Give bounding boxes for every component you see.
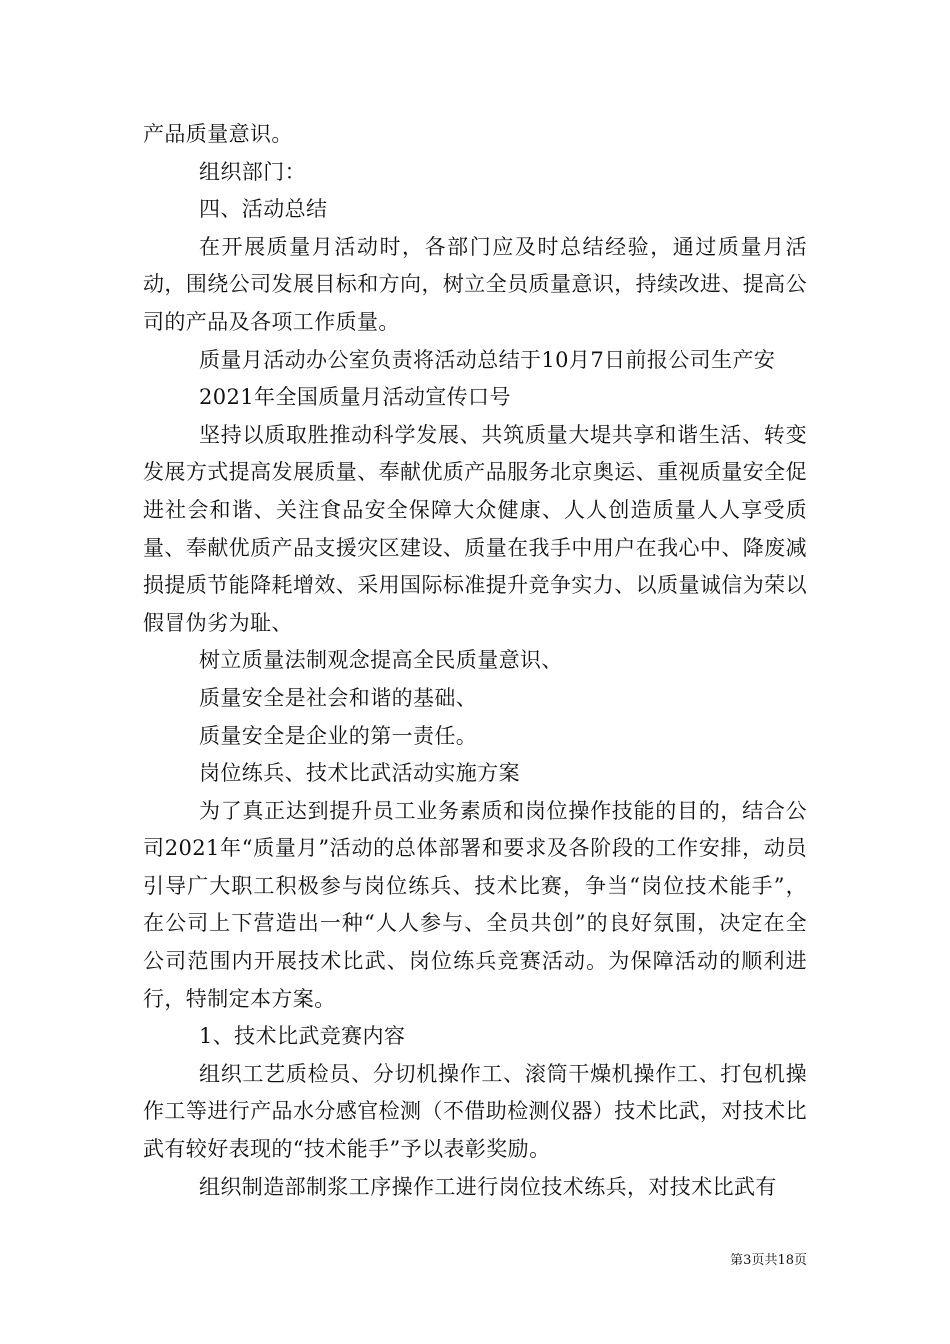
section-heading: 1、技术比武竞赛内容 — [199, 1024, 406, 1049]
page-footer — [0, 1249, 950, 1268]
paragraph: 组织部门： — [199, 159, 306, 184]
document-body — [143, 116, 807, 1206]
paragraph: 质量月活动办公室负责将活动总结于10月7日前报公司生产安 — [199, 347, 776, 372]
paragraph: 质量安全是企业的第一责任。 — [199, 723, 478, 748]
paragraph: 为了真正达到提升员工业务素质和岗位操作技能的目的，结合公司2021年“质量月”活动的总体部署和要求及各阶段的工作安排，动员引导广大职工积极参与岗位练兵、技术比赛，争当“岗位技术能手”，在公司上下营造出一种“人人参与、全员共创”的良好氛围，决定在全公司范围内开展技术比武、岗位练兵竞赛活动。为保障活动的顺利进行，特制定本方案。 — [143, 798, 807, 1011]
paragraph: 在开展质量月活动时，各部门应及时总结经验，通过质量月活动，围绕公司发展目标和方向，树立全员质量意识，持续改进、提高公司的产品及各项工作质量。 — [143, 234, 807, 334]
paragraph: 产品质量意识。 — [143, 122, 293, 146]
section-heading: 四、活动总结 — [199, 197, 328, 222]
section-heading: 岗位练兵、技术比武活动实施方案 — [199, 761, 520, 786]
paragraph: 质量安全是社会和谐的基础、 — [199, 685, 478, 710]
paragraph: 坚持以质取胜推动科学发展、共筑质量大堤共享和谐生活、转变发展方式提高发展质量、奉献优质产品服务北京奥运、重视质量安全促进社会和谐、关注食品安全保障大众健康、人人创造质量人人享受质量、奉献优质产品支援灾区建设、质量在我手中用户在我心中、降废减损提质节能降耗增效、采用国际标准提升竞争实力、以质量诚信为荣以假冒伪劣为耻、 — [143, 422, 807, 635]
paragraph: 组织制造部制浆工序操作工进行岗位技术练兵，对技术比武有 — [199, 1174, 777, 1199]
paragraph: 树立质量法制观念提高全民质量意识、 — [199, 648, 563, 673]
page-number: 第3页共18页 — [730, 1253, 807, 1268]
section-heading: 2021年全国质量月活动宣传口号 — [199, 385, 511, 410]
paragraph: 组织工艺质检员、分切机操作工、滚筒干燥机操作工、打包机操作工等进行产品水分感官检测（不借助检测仪器）技术比武，对技术比武有较好表现的“技术能手”予以表彰奖励。 — [143, 1061, 807, 1162]
